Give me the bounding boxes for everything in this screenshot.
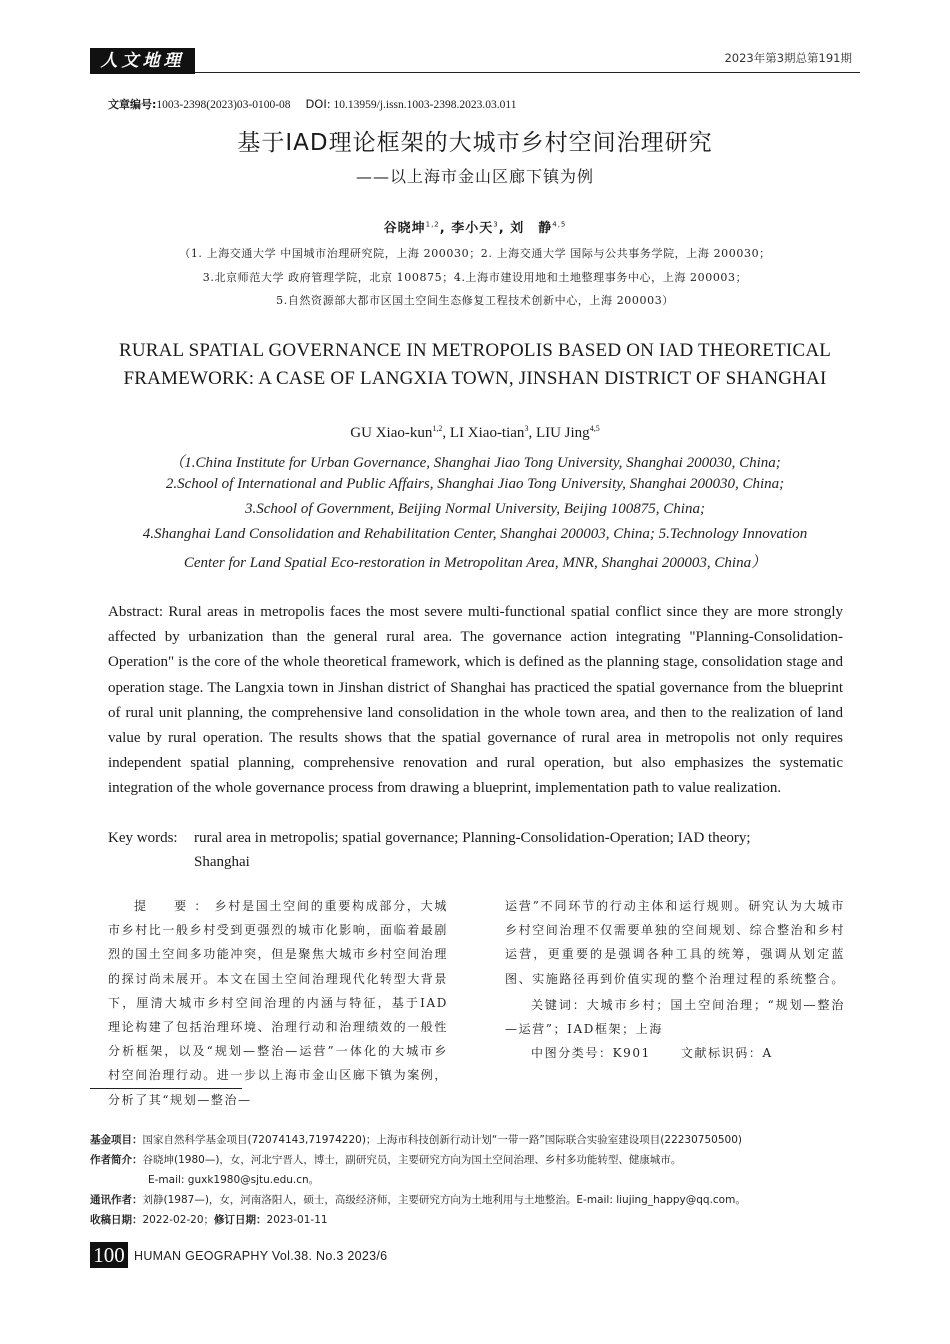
revised-date: 2023-01-11 bbox=[266, 1214, 328, 1226]
paper-title: 基于IAD理论框架的大城市乡村空间治理研究 bbox=[237, 130, 713, 156]
paper-title-en bbox=[0, 337, 950, 393]
author-en-name: LI Xiao-tian bbox=[449, 425, 525, 441]
abstract-label: Abstract: bbox=[108, 604, 163, 620]
affiliation-en-line: 2.School of International and Public Affairs, Shanghai Jiao Tong University, Shanghai 200030, China; bbox=[165, 476, 785, 492]
article-no-label: 文章编号: bbox=[108, 98, 157, 111]
abstract-cn-label: 提 要： bbox=[134, 899, 215, 913]
author-sup: 3 bbox=[493, 220, 499, 229]
corr-text: 刘静(1987—)，女，河南洛阳人，硕士，高级经济师，主要研究方向为土地利用与土地整治。E-mail: liujing_happy@qq.com。 bbox=[142, 1194, 746, 1206]
abstract-cn-text: 乡村是国土空间的重要构成部分，大城市乡村比一般乡村受到更强烈的城市化影响，面临着最剧烈的国土空间多功能冲突，但是聚焦大城市乡村空间治理的探讨尚未展开。本文在国土空间治理现代化转型大背景下，厘清大城市乡村空间治理的内涵与特征，基于IAD理论构建了包括治理环境、治理行动和治理绩效的一般性分析框架，以及“规划—整治—运营”一体化的大城市乡村空间治理行动。进一步以上海市金山区廊下镇为案例，分析了其“规划—整治— bbox=[108, 899, 449, 1107]
author-en-sup: 3 bbox=[524, 424, 529, 433]
author-name: 刘 静 bbox=[510, 221, 553, 236]
footnote-rule bbox=[90, 1088, 242, 1089]
journal-footer: HUMAN GEOGRAPHY Vol.38. No.3 2023/6 bbox=[134, 1249, 388, 1263]
author-en-name: GU Xiao-kun bbox=[350, 425, 433, 441]
affiliation-en-line: 4.Shanghai Land Consolidation and Rehabilitation Center, Shanghai 200003, China; 5.Technology Innovation bbox=[142, 526, 808, 542]
fund-text: 国家自然科学基金项目(72074143,71974220)；上海市科技创新行动计划“一带一路”国际联合实验室建设项目(22230750500) bbox=[142, 1134, 742, 1146]
keywords-text-cont: Shanghai bbox=[194, 854, 250, 870]
affiliation-en-line: 3.School of Government, Beijing Normal University, Beijing 100875, China; bbox=[245, 501, 705, 517]
author-en-sep: , bbox=[442, 425, 450, 441]
abstract-cn-left bbox=[108, 894, 448, 1112]
doc-code-value: A bbox=[762, 1046, 773, 1061]
affiliation-cn-line: 5.自然资源部大都市区国土空间生态修复工程技术创新中心，上海 200003） bbox=[276, 294, 674, 307]
issue-info: 2023年第3期总第191期 bbox=[724, 51, 852, 65]
affiliation-en-line: （1.China Institute for Urban Governance, Shanghai Jiao Tong University, Shanghai 200030, China; bbox=[169, 455, 781, 471]
header-rule bbox=[195, 72, 860, 73]
author-name: 李小天 bbox=[451, 221, 494, 236]
abstract-cn-right bbox=[505, 894, 845, 1065]
keywords-text: rural area in metropolis; spatial governance; Planning-Consolidation-Operation; IAD theory; bbox=[194, 830, 751, 846]
doi-label: DOI: bbox=[305, 97, 331, 111]
author-bio-text: 谷晓坤(1980—)，女，河北宁晋人，博士，副研究员，主要研究方向为国土空间治理、乡村多功能转型、健康城市。 bbox=[142, 1154, 682, 1166]
title-en-line: FRAMEWORK: A CASE OF LANGXIA TOWN, JINSHAN DISTRICT OF SHANGHAI bbox=[123, 368, 827, 389]
affiliation-en-line: Center for Land Spatial Eco-restoration in Metropolitan Area, MNR, Shanghai 200003, China） bbox=[183, 555, 767, 571]
author-name: 谷晓坤 bbox=[383, 221, 426, 236]
footnotes bbox=[90, 1130, 860, 1230]
author-en-sup: 4,5 bbox=[589, 424, 600, 433]
keywords-en bbox=[108, 826, 843, 874]
clc-label: 中图分类号： bbox=[531, 1046, 613, 1061]
article-no: 1003-2398(2023)03-0100-08 bbox=[156, 99, 291, 111]
author-bio-label: 作者简介： bbox=[90, 1154, 143, 1166]
authors-cn bbox=[0, 217, 950, 236]
journal-name-tag: 人文地理 bbox=[90, 48, 195, 74]
article-meta bbox=[108, 96, 516, 112]
author-sep: , bbox=[498, 221, 505, 236]
author-en-name: LIU Jing bbox=[535, 425, 590, 441]
paper-subtitle: ——以上海市金山区廊下镇为例 bbox=[355, 167, 594, 186]
abstract-en bbox=[108, 600, 843, 802]
doc-code-label: 文献标识码： bbox=[680, 1046, 763, 1061]
received-label: 收稿日期： bbox=[90, 1214, 143, 1226]
revised-label: 修订日期： bbox=[214, 1214, 267, 1226]
affiliation-cn-line: （1. 上海交通大学 中国城市治理研究院，上海 200030；2. 上海交通大学 国际与公共事务学院，上海 200030； bbox=[179, 247, 771, 260]
authors-en bbox=[0, 424, 950, 442]
received-date: 2022-02-20； bbox=[142, 1214, 215, 1226]
abstract-cn-text-cont: 运营”不同环节的行动主体和运行规则。研究认为大城市乡村空间治理不仅需要单独的空间规划、综合整治和乡村运营，更重要的是强调各种工具的统筹，强调从划定蓝图、实施路径再到价值实现的整个治理过程的系统整合。 bbox=[505, 899, 846, 986]
affiliation-cn-line: 3.北京师范大学 政府管理学院，北京 100875；4.上海市建设用地和土地整理事务中心，上海 200003； bbox=[202, 271, 748, 284]
author-sup: 1,2 bbox=[425, 220, 440, 229]
keywords-cn-text: 大城市乡村；国土空间治理；“规划—整治—运营”；IAD框架；上海 bbox=[505, 997, 845, 1037]
abstract-text: Rural areas in metropolis faces the most severe multi-functional spatial conflict since they are more strongly affected by urbanization than the general rural area. The governance action integrating "Planning-Consolidation-Operation" is the core of the whole theoretical framework, which is defined as the planning stage, consolidation stage and operation stage. The Langxia town in Jinshan district of Shanghai has practiced the spatial governance from the blueprint of rural unit planning, the comprehensive land consolidation in the whole town area, and then to the realization of land value by rural operation. The results shows that the spatial governance of rural area in metropolis not only requires independent spatial planning, comprehensive renovation and rural operation, but also emphasizes the systematic integration of the whole governance process from drawing a blueprint, implementation path to value realization. bbox=[108, 604, 844, 797]
page-number: 100 bbox=[90, 1242, 128, 1268]
author-email: E-mail: guxk1980@sjtu.edu.cn。 bbox=[148, 1174, 320, 1186]
keywords-label: Key words: bbox=[108, 830, 178, 846]
doi-value: 10.13959/j.issn.1003-2398.2023.03.011 bbox=[333, 99, 517, 111]
author-sup: 4,5 bbox=[552, 220, 567, 229]
title-en-line: RURAL SPATIAL GOVERNANCE IN METROPOLIS BASED ON IAD THEORETICAL bbox=[118, 340, 832, 361]
keywords-cn-label: 关键词： bbox=[531, 997, 587, 1012]
clc-value: K901 bbox=[612, 1046, 651, 1061]
corr-label: 通讯作者： bbox=[90, 1194, 143, 1206]
author-en-sup: 1,2 bbox=[432, 424, 443, 433]
author-en-sep: , bbox=[528, 425, 536, 441]
fund-label: 基金项目： bbox=[90, 1134, 143, 1146]
author-sep: , bbox=[439, 221, 446, 236]
